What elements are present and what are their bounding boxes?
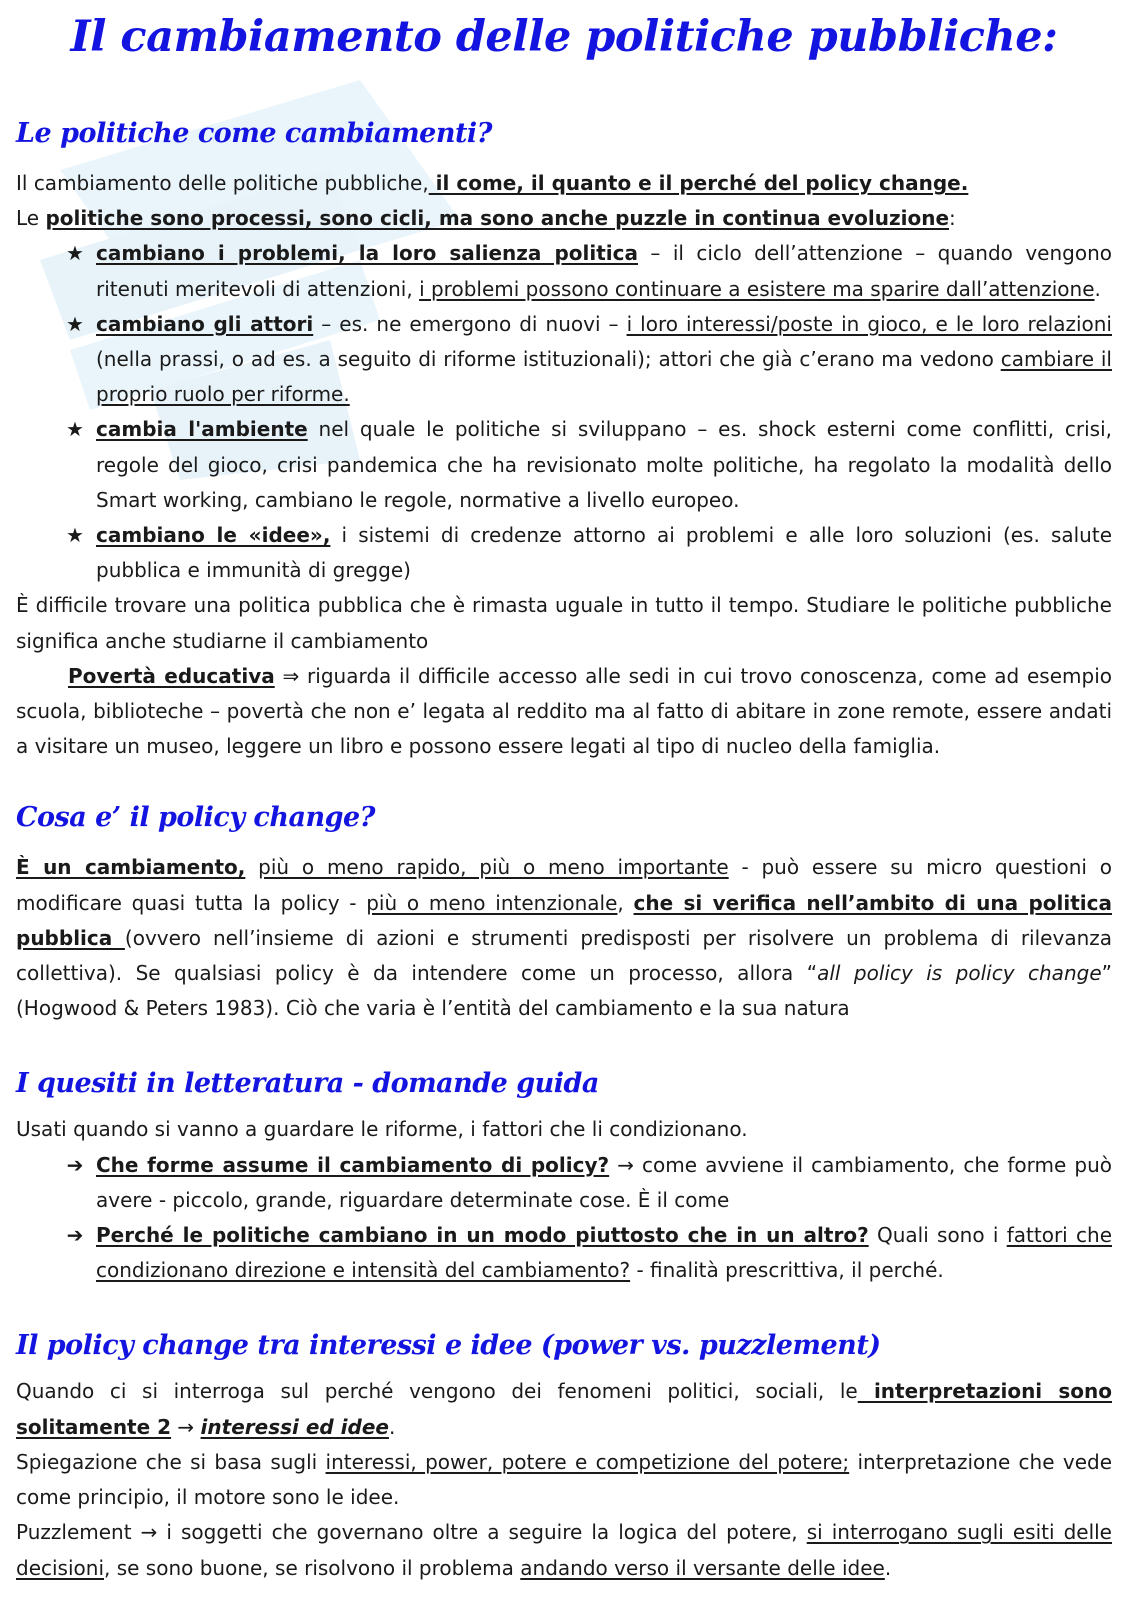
arrow-icon: ➔	[66, 1152, 84, 1177]
list-item: ★ cambia l'ambiente nel quale le politiche si sviluppano – es. shock esterni come conflitti, crisi, regole del gioco, crisi pandemica che ha revisionato molte politiche, ha regolato la modalità dello Smart working, cambiano le regole, normative a livello europeo.	[16, 412, 1112, 518]
star-icon: ★	[66, 523, 84, 548]
star-icon: ★	[66, 311, 84, 336]
paragraph: Il cambiamento delle politiche pubbliche, il come, il quanto e il perché del policy change.	[16, 171, 969, 195]
list-item: ➔ Che forme assume il cambiamento di policy? → come avviene il cambiamento, che forme può avere - piccolo, grande, riguardare determinate cose. È il come	[16, 1148, 1112, 1218]
paragraph: Le politiche sono processi, sono cicli, ma sono anche puzzle in continua evoluzione:	[16, 206, 956, 231]
section-heading-politiche-cambiamenti: Le politiche come cambiamenti?	[16, 118, 492, 149]
paragraph: Spiegazione che si basa sugli interessi, power, potere e competizione del potere; interpretazione che vede come principio, il motore sono le idee.	[16, 1449, 1112, 1510]
paragraph: Usati quando si vanno a guardare le riforme, i fattori che li condizionano.	[16, 1117, 748, 1142]
page-title: Il cambiamento delle politiche pubbliche:	[70, 12, 1058, 62]
star-icon: ★	[66, 241, 84, 266]
section-heading-policy-change: Cosa e’ il policy change?	[16, 802, 375, 834]
paragraph: Povertà educativa ⇒ riguarda il difficile accesso alle sedi in cui trovo conoscenza, come ad esempio scuola, biblioteche – povertà che non e’ legata al reddito ma al fatto di abitare in zone remote, essere andati a visitare un museo, leggere un libro e possono essere legati al tipo di nucleo della famiglia.	[16, 663, 1112, 759]
paragraph: Puzzlement → i soggetti che governano oltre a seguire la logica del potere, si interrogano sugli esiti delle decisioni, se sono buone, se risolvono il problema andando verso il versante delle idee.	[16, 1520, 1112, 1580]
list-item: ★ cambiano gli attori – es. ne emergono di nuovi – i loro interessi/poste in gioco, e le loro relazioni (nella prassi, o ad es. a seguito di riforme istituzionali); attori che già c’erano ma vedono cambiare il proprio ruolo per riforme.	[16, 307, 1112, 413]
paragraph: È difficile trovare una politica pubblica che è rimasta uguale in tutto il tempo. Studiare le politiche pubbliche significa anche studiarne il cambiamento	[16, 593, 1112, 653]
arrow-icon: ➔	[66, 1223, 84, 1248]
paragraph: Quando ci si interroga sul perché vengono dei fenomeni politici, sociali, le interpretazioni sono solitamente 2 → interessi ed idee.	[16, 1379, 1112, 1439]
list-item: ★ cambiano i problemi, la loro salienza politica – il ciclo dell’attenzione – quando vengono ritenuti meritevoli di attenzioni, i problemi possono continuare a esistere ma sparire dall’attenzione.	[16, 236, 1112, 306]
arrow-list	[16, 1148, 1112, 1289]
section-heading-quesiti: I quesiti in letteratura - domande guida	[16, 1068, 599, 1100]
paragraph: È un cambiamento, più o meno rapido, più o meno importante - può essere su micro questioni o modificare quasi tutta la policy - più o meno intenzionale, che si verifica nell’ambito di una politica pubblica (ovvero nell’insieme di azioni e strumenti predisposti per risolvere un problema di rilevanza collettiva). Se qualsiasi policy è da intendere come un processo, allora “all policy is policy change” (Hogwood & Peters 1983). Ciò che varia è l’entità del cambiamento e la sua natura	[16, 855, 1113, 1021]
section-heading-interessi-idee: Il policy change tra interessi e idee (power vs. puzzlement)	[16, 1330, 881, 1362]
list-item: ★ cambiano le «idee», i sistemi di credenze attorno ai problemi e alle loro soluzioni (es. salute pubblica e immunità di gregge)	[16, 518, 1112, 588]
list-item: ➔ Perché le politiche cambiano in un modo piuttosto che in un altro? Quali sono i fattori che condizionano direzione e intensità del cambiamento? - finalità prescrittiva, il perché.	[16, 1218, 1112, 1288]
star-list	[16, 236, 1112, 588]
star-icon: ★	[66, 417, 84, 442]
